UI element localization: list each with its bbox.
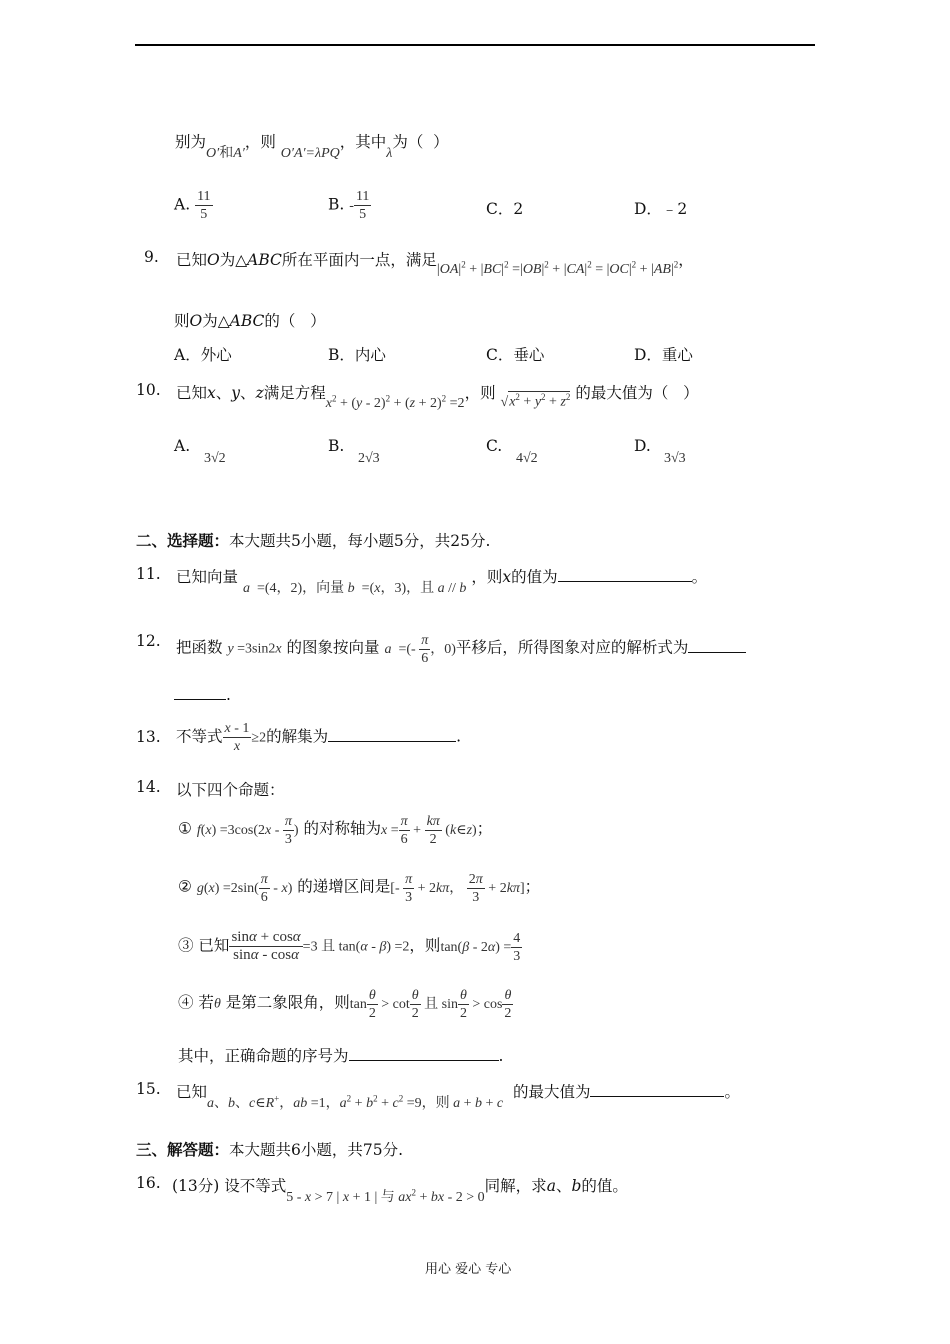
q10-option-d-value: 3√3 — [664, 451, 686, 466]
q8-option-c: C．2 — [486, 200, 524, 218]
section-2-heading: 二、选择题：本大题共5小题，每小题5分，共25分. — [136, 531, 491, 550]
q10-option-b: B. — [328, 437, 345, 455]
q14-proposition-3: ③ 已知 $\frac{\sin\alpha + \cos\alpha}{\sin\alpha - \cos\alpha}$ =3 且 tan(α - β) =2，则tan(β - 2α) = $\frac{4}{3}$ — [178, 929, 521, 964]
q13-stem: 不等式 $\frac{x - 1}{x}$ ≥2的解集为 . — [176, 721, 462, 754]
q8-option-a: A. $\frac{11}{5}$ — [174, 189, 211, 222]
q8-option-d: D．﹣2 — [634, 200, 688, 218]
q11-stem: 已知向量 a =(4，2)，向量 b =(x，3)，且 a // b ，则x的值为 。 — [176, 568, 708, 596]
q13-number: 13. — [136, 728, 161, 746]
q10-option-c-value: 4√2 — [516, 451, 538, 466]
q9-option-b: B．内心 — [328, 346, 386, 364]
q8-option-b: B. - $\frac{11}{5}$ — [328, 189, 370, 222]
q12-number: 12. — [136, 632, 161, 650]
q14-tail: 其中，正确命题的序号为 . — [178, 1047, 504, 1065]
q10-option-a: A. — [174, 437, 191, 455]
q14-number: 14. — [136, 778, 161, 796]
q11-number: 11. — [136, 565, 161, 583]
q14-proposition-4: ④ 若θ 是第二象限角，则tan $\frac{\theta}{2}$ > cot $\frac{\theta}{2}$ 且 sin $\frac{\theta}{2}$ > cos $\frac{\theta}{2}$ — [178, 988, 512, 1021]
q9-stem2: 则O为△ABC的（ ） — [174, 312, 326, 330]
q10-option-a-value: 3√2 — [204, 451, 226, 466]
q10-option-c: C. — [486, 437, 503, 455]
section-3-heading: 三、解答题：本大题共6小题，共75分. — [136, 1140, 404, 1159]
q15-stem: 已知a、b、c∈R+，ab =1，$a^2 + b^2 + c^2 =9$，则 a + b + c 的最大值为 。 — [176, 1083, 740, 1111]
page-footer: 用心 爱心 专心 — [425, 1262, 512, 1277]
q10-option-d: D. — [634, 437, 651, 455]
q14-stem: 以下四个命题： — [176, 781, 285, 799]
q9-stem: 已知O为△ABC所在平面内一点，满足$|OA|^2 + |BC|^2 =|OB|^2 + |CA|^2 = |OC|^2 + |AB|^2$， — [176, 251, 694, 277]
q15-number: 15. — [136, 1080, 161, 1098]
q12-blank-continuation: . — [174, 685, 231, 704]
q9-option-a: A．外心 — [174, 346, 232, 364]
q9-option-c: C．垂心 — [486, 346, 545, 364]
q10-option-b-value: 2√3 — [358, 451, 380, 466]
q16-number: 16. — [136, 1174, 161, 1192]
q12-stem: 把函数 y =3sin2x 的图象按向量 a =(- $\frac{\pi}{6}$ ，0)平移后，所得图象对应的解析式为 — [176, 632, 746, 667]
q9-number: 9. — [144, 248, 159, 266]
q16-stem: (13分) 设不等式5 - x > 7 | x + 1 | 与 $ax^2$ + bx - 2 > 0同解，求a、b的值。 — [172, 1177, 628, 1205]
header-rule — [135, 44, 815, 46]
q14-proposition-2: ② g(x) =2sin( $\frac{\pi}{6}$ - x) 的递增区间是[- $\frac{\pi}{3}$ + 2kπ， $\frac{2\pi}{3}$ + 2kπ]； — [178, 872, 541, 905]
q10-number: 10. — [136, 381, 161, 399]
q9-option-d: D．重心 — [634, 346, 693, 364]
q14-proposition-1: ① f(x) =3cos(2x - $\frac{\pi}{3}$ ) 的对称轴为x = $\frac{\pi}{6}$ + $\frac{k\pi}{2}$ (k∈z)； — [178, 814, 493, 847]
q10-stem: 已知x、y、z满足方程$x^2 + (y - 2)^2 + (z + 2)^2 =2$，则 $√x^2 + y^2 + z^2$ 的最大值为（ ） — [176, 384, 699, 411]
q8-stem: 别为O′和A′，则 O′A′=λPQ，其中λ为（ ） — [175, 133, 449, 161]
